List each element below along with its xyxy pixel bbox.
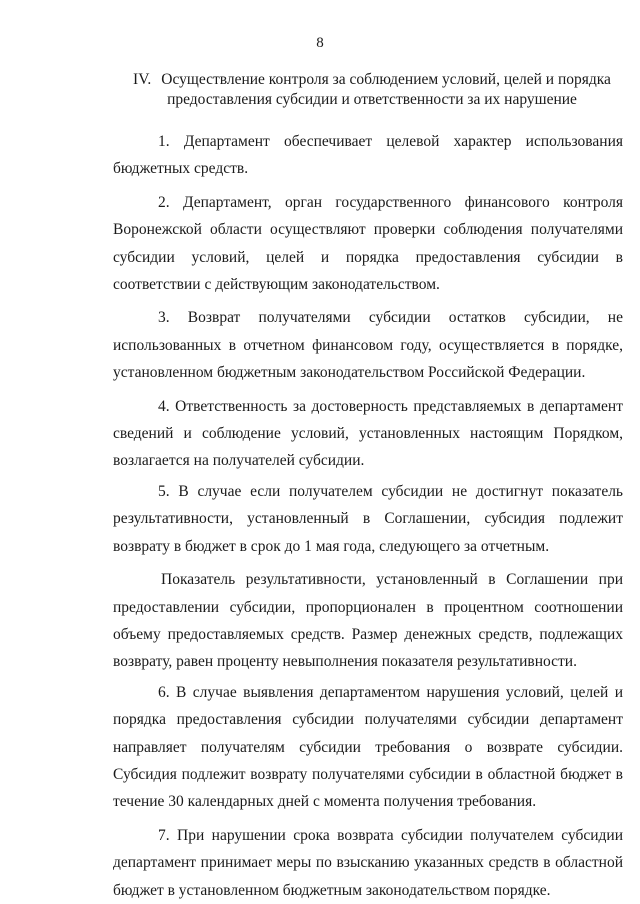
section-numeral: IV. [133,71,152,88]
section-title-line-1: Осуществление контроля за соблюдением условий, целей и порядка [161,71,611,88]
paragraph-3: 3. Возврат получателями субсидии остатков субсидии, не использованных в отчетном финансовом году, осуществляется в порядке, установленном бюджетным законодательством Российской Федерации. [113,309,623,382]
section-heading-line-1 [112,70,632,90]
paragraph-5-continuation: Показатель результативности, установленный в Соглашении при предоставлении субсидии, пропорционален в процентном соотношении объему предоставляемых средств. Размер денежных средств, подлежащих возврату, равен проценту невыполнения показателя результативности. [113,571,623,671]
page-number: 8 [316,35,324,51]
paragraph-7: 7. При нарушении срока возврата субсидии получателем субсидии департамент принимает меры по взысканию указанных средств в областной бюджет в установленном бюджетным законодательством порядке. [113,826,623,899]
paragraph-2: 2. Департамент, орган государственного финансового контроля Воронежской области осуществляют проверки соблюдения получателями субсидии условий, целей и порядка предоставления субсидии в соответствии с действующим законодательством. [113,193,623,294]
section-title-line-2: предоставления субсидии и ответственности за их нарушение [167,91,577,108]
paragraph-5: 5. В случае если получателем субсидии не достигнут показатель результативности, установленный в Соглашении, субсидия подлежит возврату в бюджет в срок до 1 мая года, следующего за отчетным. [113,482,623,555]
paragraph-4: 4. Ответственность за достоверность представляемых в департамент сведений и соблюдение условий, установленных настоящим Порядком, возлагается на получателей субсидии. [113,397,623,470]
paragraph-1: 1. Департамент обеспечивает целевой характер использования бюджетных средств. [113,133,623,178]
paragraph-6: 6. В случае выявления департаментом нарушения условий, целей и порядка предоставления субсидии получателями субсидии департамент направляет получателям субсидии требования о возврате субсидии. Субсидия подлежит возврату получателями субсидии в областной бюджет в течение 30 календарных дней с момента получения требования. [113,683,623,811]
section-heading [112,70,632,110]
document-body [113,128,623,904]
